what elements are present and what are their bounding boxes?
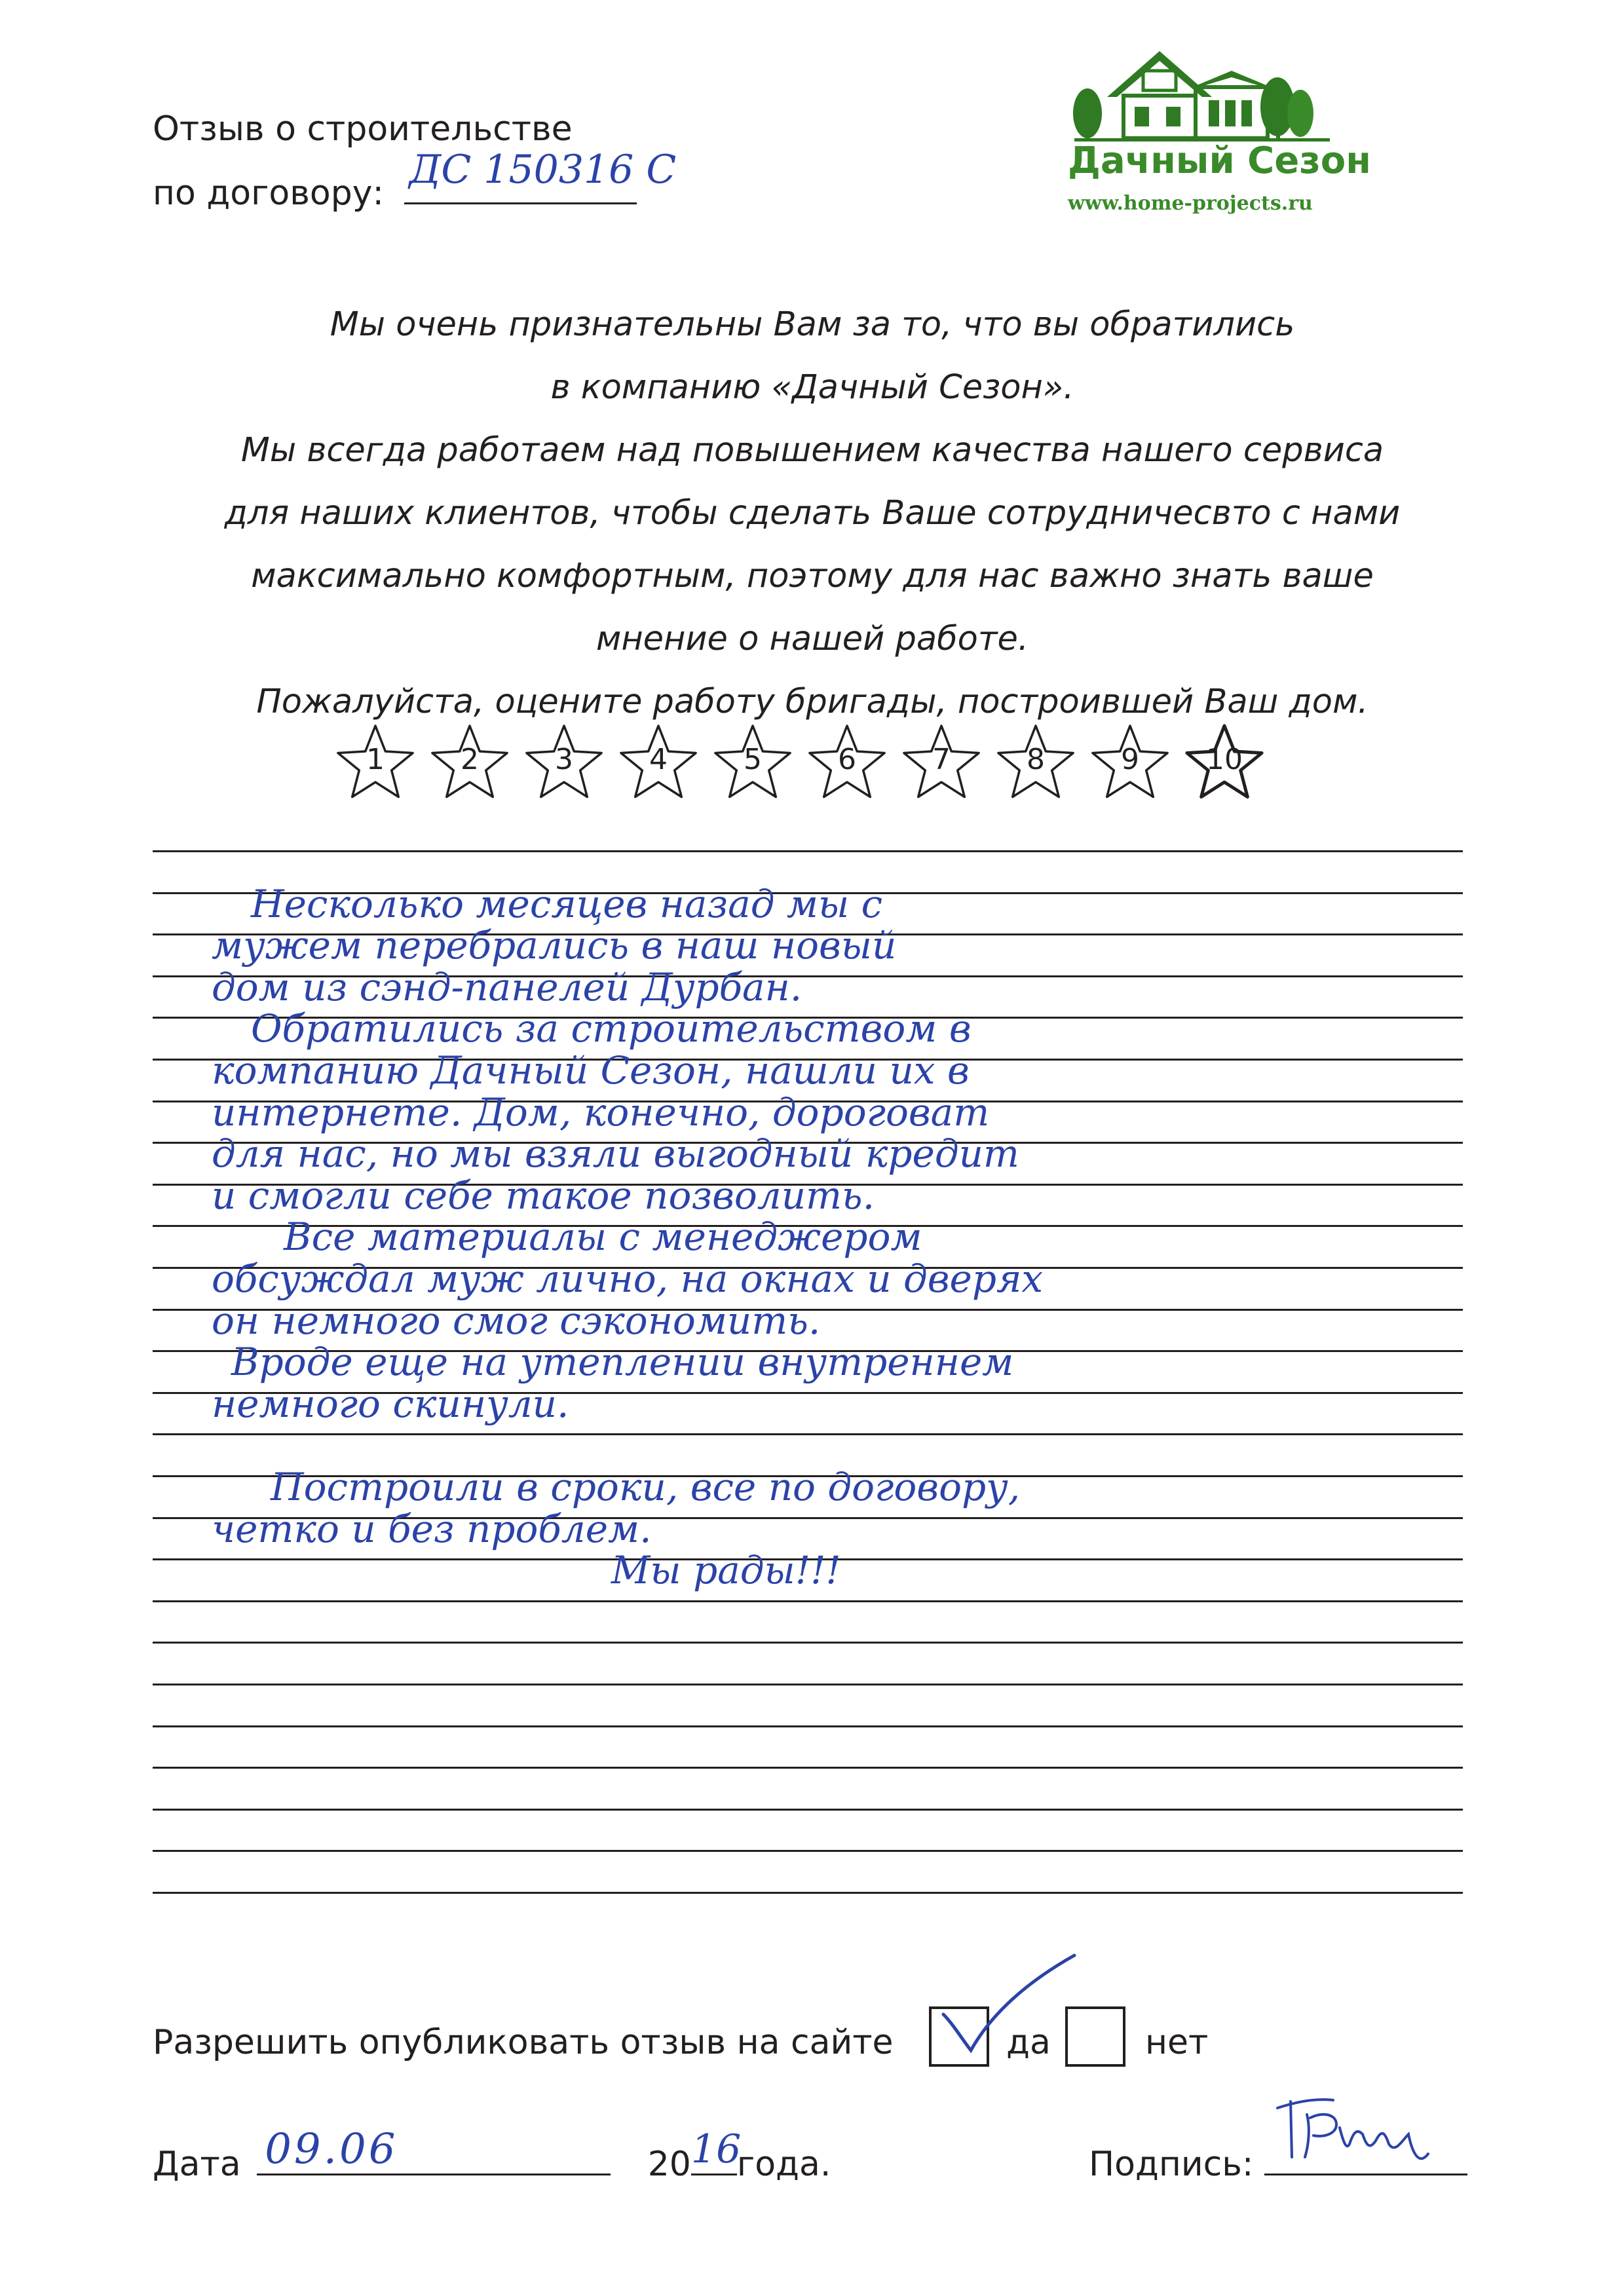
star-number: 3 <box>555 743 573 776</box>
intro-line: Мы очень признательны Вам за то, что вы обратились <box>330 305 1295 344</box>
ruled-line <box>153 1600 1463 1602</box>
review-line: Обратились за строительством в <box>251 1006 972 1051</box>
intro-line: Мы всегда работаем над повышением качества нашего сервиса <box>240 431 1384 470</box>
star-number: 7 <box>932 743 951 776</box>
intro-line: мнение о нашей работе. <box>595 620 1029 658</box>
publish-no-checkbox[interactable] <box>1065 2006 1125 2067</box>
ruled-line <box>153 1809 1463 1811</box>
rating-star-10[interactable] <box>1182 721 1267 806</box>
review-line: Мы рады!!! <box>611 1548 841 1593</box>
rating-star-3[interactable] <box>521 721 607 806</box>
review-line: четко и без проблем. <box>212 1506 652 1551</box>
intro-line: в компанию «Дачный Сезон». <box>550 368 1074 407</box>
star-number: 4 <box>649 743 668 776</box>
publish-no-label: нет <box>1145 2023 1209 2062</box>
ruled-line <box>153 1767 1463 1769</box>
rating-star-6[interactable] <box>804 721 890 806</box>
signature-row <box>1089 2134 1467 2187</box>
contract-number-field[interactable] <box>404 147 677 204</box>
rating-star-4[interactable] <box>616 721 701 806</box>
review-line: Все материалы с менеджером <box>284 1214 922 1260</box>
publish-yes-label: да <box>1006 2023 1051 2062</box>
ruled-line <box>153 1850 1463 1852</box>
contract-label: по договору: <box>153 174 385 213</box>
review-line: компанию Дачный Сезон, нашли их в <box>212 1048 970 1093</box>
signature-label: Подпись: <box>1089 2145 1254 2184</box>
publish-label: Разрешить опубликовать отзыв на сайте <box>153 2023 894 2062</box>
star-number: 2 <box>461 743 479 776</box>
ruled-line <box>153 1684 1463 1685</box>
star-number: 5 <box>744 743 762 776</box>
date-label: Дата <box>153 2145 241 2184</box>
year-suffix: года. <box>736 2145 831 2184</box>
ruled-line <box>153 1892 1463 1894</box>
rating-star-2[interactable] <box>427 721 512 806</box>
rating-star-1[interactable] <box>333 721 418 806</box>
form-header <box>153 98 677 225</box>
review-line: Несколько месяцев назад мы с <box>251 881 883 926</box>
rating-star-7[interactable] <box>899 721 984 806</box>
ruled-line <box>153 1433 1463 1435</box>
review-line: обсуждал муж лично, на окнах и дверях <box>212 1256 1044 1301</box>
form-title: Отзыв о строительстве <box>153 109 573 149</box>
contract-number-handwritten: ДС 150316 С <box>409 147 677 193</box>
star-number: 6 <box>838 743 856 776</box>
review-line: и смогли себе такое позволить. <box>212 1173 875 1218</box>
contract-row <box>153 147 677 225</box>
review-line: дом из сэнд-панелей Дурбан. <box>212 964 803 1009</box>
review-line: Построили в сроки, все по договору, <box>271 1465 1021 1509</box>
rating-star-9[interactable] <box>1087 721 1173 806</box>
review-line: он немного смог сэкономить. <box>212 1298 821 1343</box>
star-number: 9 <box>1121 743 1139 776</box>
intro-line: для наших клиентов, чтобы сделать Ваше сотрудничесвто с нами <box>224 494 1401 533</box>
rating-star-8[interactable] <box>993 721 1078 806</box>
signature-field[interactable] <box>1264 2134 1467 2175</box>
year-prefix: 20 <box>647 2145 691 2184</box>
star-rating <box>333 721 1302 819</box>
house-logo-icon <box>1061 51 1356 143</box>
review-line: интернете. Дом, конечно, дороговат <box>212 1089 990 1135</box>
year-handwritten: 16 <box>690 2126 742 2172</box>
date-field[interactable] <box>257 2125 611 2175</box>
rating-star-5[interactable] <box>710 721 795 806</box>
logo-url: www.home-projects.ru <box>1068 192 1313 215</box>
intro-line: максимально комфортным, поэтому для нас важно знать ваше <box>251 557 1374 595</box>
signature-scribble <box>1271 2088 1441 2174</box>
star-number: 8 <box>1027 743 1045 776</box>
logo-brand-name: Дачный Сезон <box>1068 140 1371 182</box>
ruled-line <box>153 1642 1463 1644</box>
ruled-line <box>153 1725 1463 1727</box>
date-handwritten: 09.06 <box>265 2125 398 2174</box>
date-row <box>153 2125 831 2187</box>
ruled-line <box>153 850 1463 852</box>
star-number: 1 <box>366 743 385 776</box>
review-line: для нас, но мы взяли выгодный кредит <box>212 1131 1019 1176</box>
year-field[interactable] <box>690 2126 742 2175</box>
review-line: Вроде еще на утеплении внутреннем <box>231 1340 1014 1385</box>
company-logo <box>1061 51 1371 228</box>
star-number: 10 <box>1206 743 1243 776</box>
review-line: немного скинули. <box>212 1381 569 1426</box>
intro-text <box>157 293 1467 734</box>
review-line: мужем перебрались в наш новый <box>212 923 897 968</box>
intro-line: Пожалуйста, оцените работу бригады, построившей Ваш дом. <box>256 683 1369 721</box>
